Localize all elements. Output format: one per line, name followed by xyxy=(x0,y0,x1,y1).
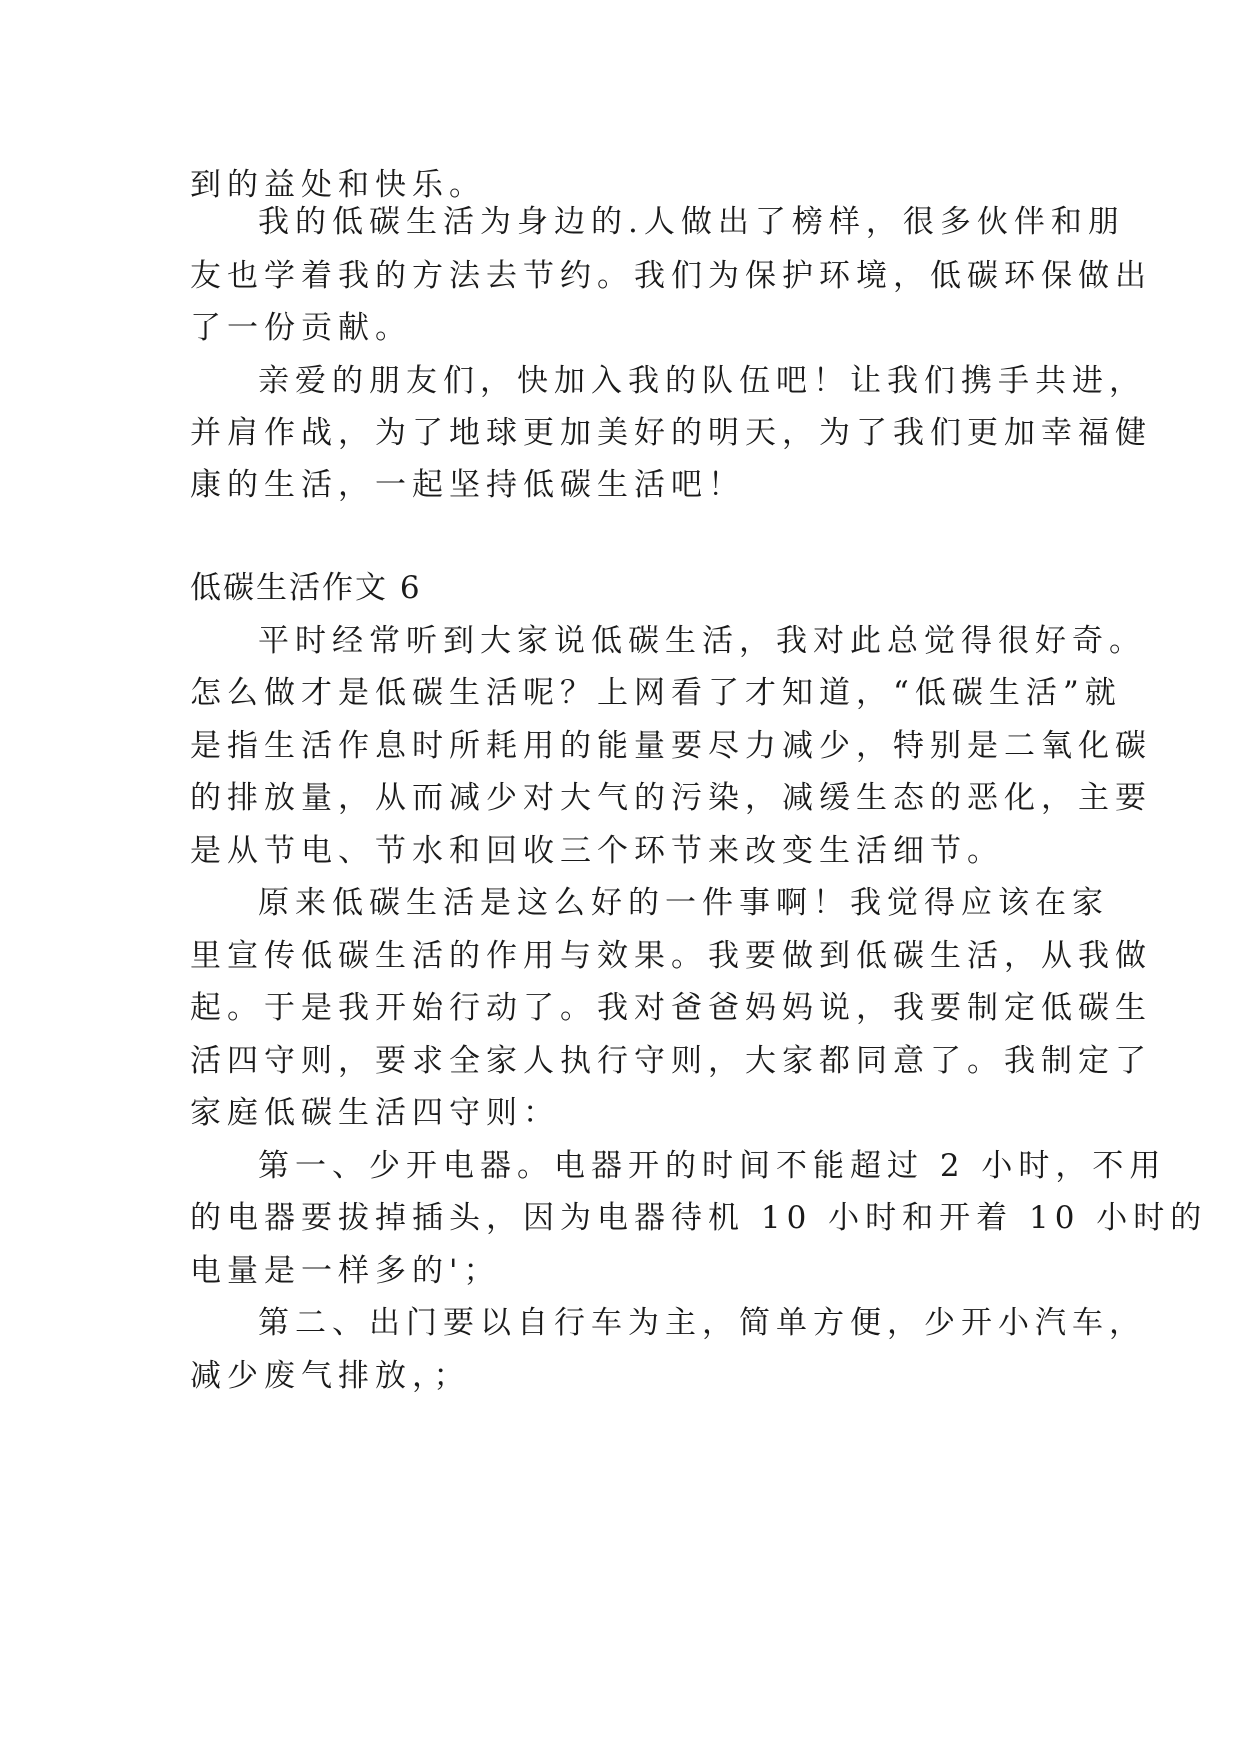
paragraph-line: 怎么做才是低碳生活呢？上网看了才知道，“低碳生活”就 xyxy=(190,675,1122,711)
paragraph-line: 到的益处和快乐。 xyxy=(190,167,486,203)
paragraph-line: 起。于是我开始行动了。我对爸爸妈妈说，我要制定低碳生 xyxy=(190,990,1152,1026)
paragraph-line: 家庭低碳生活四守则： xyxy=(190,1095,560,1131)
paragraph-line: 活四守则，要求全家人执行守则，大家都同意了。我制定了 xyxy=(190,1043,1152,1079)
paragraph-line: 是指生活作息时所耗用的能量要尽力减少，特别是二氧化碳 xyxy=(190,728,1152,764)
paragraph-line: 是从节电、节水和回收三个环节来改变生活细节。 xyxy=(190,833,1004,869)
paragraph-line: 原来低碳生活是这么好的一件事啊！我觉得应该在家 xyxy=(258,885,1109,921)
paragraph-line: 减少废气排放，； xyxy=(190,1358,471,1394)
paragraph-line: 亲爱的朋友们，快加入我的队伍吧！让我们携手共进， xyxy=(258,363,1146,399)
paragraph-line: 的排放量，从而减少对大气的污染，减缓生态的恶化，主要 xyxy=(190,780,1152,816)
paragraph-line: 第二、出门要以自行车为主，简单方便，少开小汽车， xyxy=(258,1305,1146,1341)
paragraph-line: 平时经常听到大家说低碳生活，我对此总觉得很好奇。 xyxy=(258,623,1146,659)
paragraph-line: 的电器要拔掉插头，因为电器待机 10 小时和开着 10 小时的 xyxy=(190,1200,1208,1236)
paragraph-line: 友也学着我的方法去节约。我们为保护环境，低碳环保做出 xyxy=(190,258,1152,294)
paragraph-line: 里宣传低碳生活的作用与效果。我要做到低碳生活，从我做 xyxy=(190,938,1152,974)
paragraph-line: 第一、少开电器。电器开的时间不能超过 2 小时，不用 xyxy=(258,1148,1167,1184)
paragraph-line: 并肩作战，为了地球更加美好的明天，为了我们更加幸福健 xyxy=(190,415,1152,451)
paragraph-line: 了一份贡献。 xyxy=(190,310,412,346)
paragraph-line: 我的低碳生活为身边的.人做出了榜样，很多伙伴和朋 xyxy=(258,204,1125,240)
section-heading: 低碳生活作文 6 xyxy=(190,570,422,606)
paragraph-line: 康的生活，一起坚持低碳生活吧！ xyxy=(190,467,745,503)
paragraph-line: 电量是一样多的'； xyxy=(190,1253,501,1289)
